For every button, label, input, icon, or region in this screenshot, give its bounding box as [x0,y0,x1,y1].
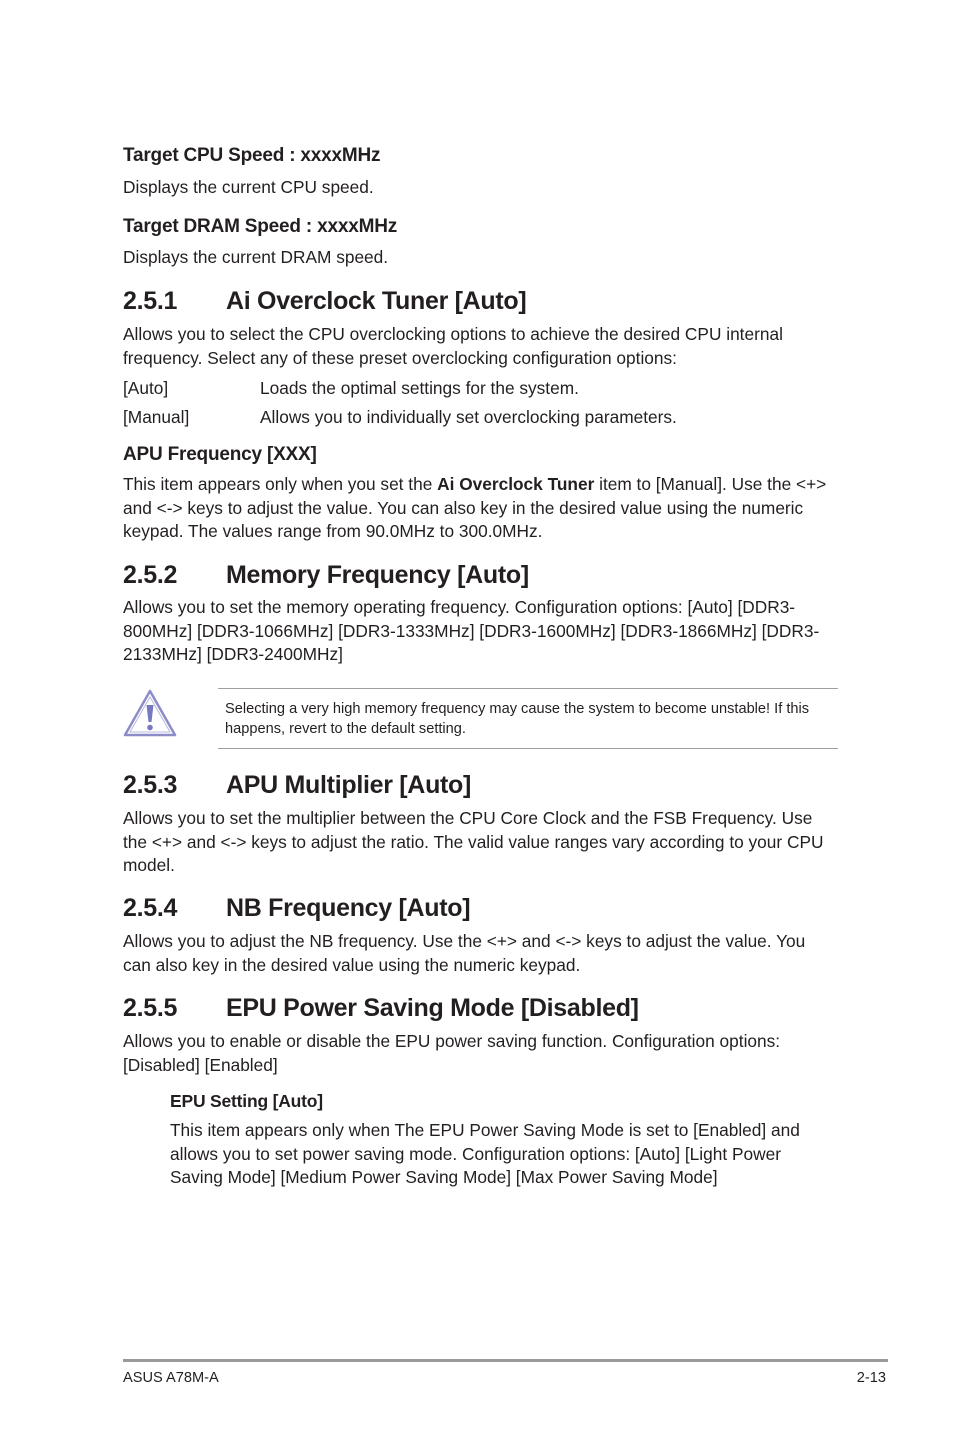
apu-frequency-body [123,473,838,544]
section-2-5-3-body [123,807,838,878]
body-line: model. [123,855,175,875]
section-title: EPU Power Saving Mode [Disabled] [226,994,639,1022]
body-line: Allows you to enable or disable the EPU power saving function. Configuration options: [123,1031,781,1051]
memory-frequency-warning [225,699,837,739]
body-line: allows you to set power saving mode. Configuration options: [Auto] [Light Power [170,1143,781,1164]
section-2-5-3-heading [123,770,843,800]
section-2-5-2-heading [123,560,843,590]
text-run: item to [Manual]. Use the <+> [594,474,827,494]
section-2-5-2-body [123,596,838,667]
section-2-5-5-body [123,1030,838,1077]
section-number: 2.5.1 [123,287,178,315]
section-2-5-4-body [123,930,838,977]
body-line: 2133MHz] [DDR3-2400MHz] [123,644,343,664]
body-line: Saving Mode] [Medium Power Saving Mode] [Max Power Saving Mode] [170,1167,718,1187]
section-title: NB Frequency [Auto] [226,894,471,922]
body-line: can also key in the desired value using the numeric keypad. [123,954,581,975]
body-line: Allows you to adjust the NB frequency. Use the <+> and <-> keys to adjust the value. You [123,931,806,951]
section-2-5-1-body [123,323,838,370]
warning-line: Selecting a very high memory frequency may cause the system to become unstable! If this [225,701,810,717]
body-line: frequency. Select any of these preset overclocking configuration options: [123,347,677,368]
section-title: APU Multiplier [Auto] [226,771,472,799]
section-title: Memory Frequency [Auto] [226,561,529,589]
target-dram-speed-desc: Displays the current DRAM speed. [123,247,389,267]
ai-overclock-tuner-term: Ai Overclock Tuner [437,474,595,494]
section-number: 2.5.5 [123,994,178,1022]
footer-divider [123,1359,888,1362]
section-2-5-5-heading [123,993,843,1023]
epu-setting-heading: EPU Setting [Auto] [170,1091,323,1111]
body-line: Allows you to set the multiplier between the CPU Core Clock and the FSB Frequency. Use [123,808,813,828]
option-row [123,377,838,399]
section-2-5-4-heading [123,893,843,923]
body-line: Allows you to select the CPU overclocking options to achieve the desired CPU internal [123,324,783,344]
option-desc: Loads the optimal settings for the system. [260,378,579,398]
footer-page-number: 2-13 [856,1370,886,1386]
note-bottom-divider [218,748,838,749]
footer-product-name: ASUS A78M-A [123,1370,219,1386]
body-line: [Disabled] [Enabled] [123,1054,278,1075]
body-line: and <-> keys to adjust the value. You can also key in the desired value using the numeric [123,497,804,518]
warning-triangle-icon [122,688,178,740]
body-line [123,473,838,497]
epu-setting-body [170,1119,850,1190]
body-line: This item appears only when The EPU Power Saving Mode is set to [Enabled] and [170,1120,800,1140]
body-line: keypad. The values range from 90.0MHz to 300.0MHz. [123,521,543,541]
option-row [123,406,838,428]
section-number: 2.5.4 [123,894,178,922]
body-line: the <+> and <-> keys to adjust the ratio. The valid value ranges vary according to your CPU [123,831,824,852]
option-desc: Allows you to individually set overclocking parameters. [260,407,677,427]
target-dram-speed-heading: Target DRAM Speed : xxxxMHz [123,216,398,237]
section-number: 2.5.2 [123,561,178,589]
body-line: Allows you to set the memory operating frequency. Configuration options: [Auto] [DDR3- [123,597,796,617]
section-title: Ai Overclock Tuner [Auto] [226,287,527,315]
apu-frequency-heading: APU Frequency [XXX] [123,444,317,465]
text-run: This item appears only when you set the [123,474,438,494]
option-key: [Manual] [123,407,190,427]
body-line: 800MHz] [DDR3-1066MHz] [DDR3-1333MHz] [DDR3-1600MHz] [DDR3-1866MHz] [DDR3- [123,620,820,641]
target-cpu-speed-heading: Target CPU Speed : xxxxMHz [123,145,381,166]
warning-line: happens, revert to the default setting. [225,721,466,737]
section-number: 2.5.3 [123,771,178,799]
section-2-5-1-heading [123,286,843,316]
target-cpu-speed-desc: Displays the current CPU speed. [123,177,374,197]
option-key: [Auto] [123,378,169,398]
note-top-divider [218,688,838,689]
